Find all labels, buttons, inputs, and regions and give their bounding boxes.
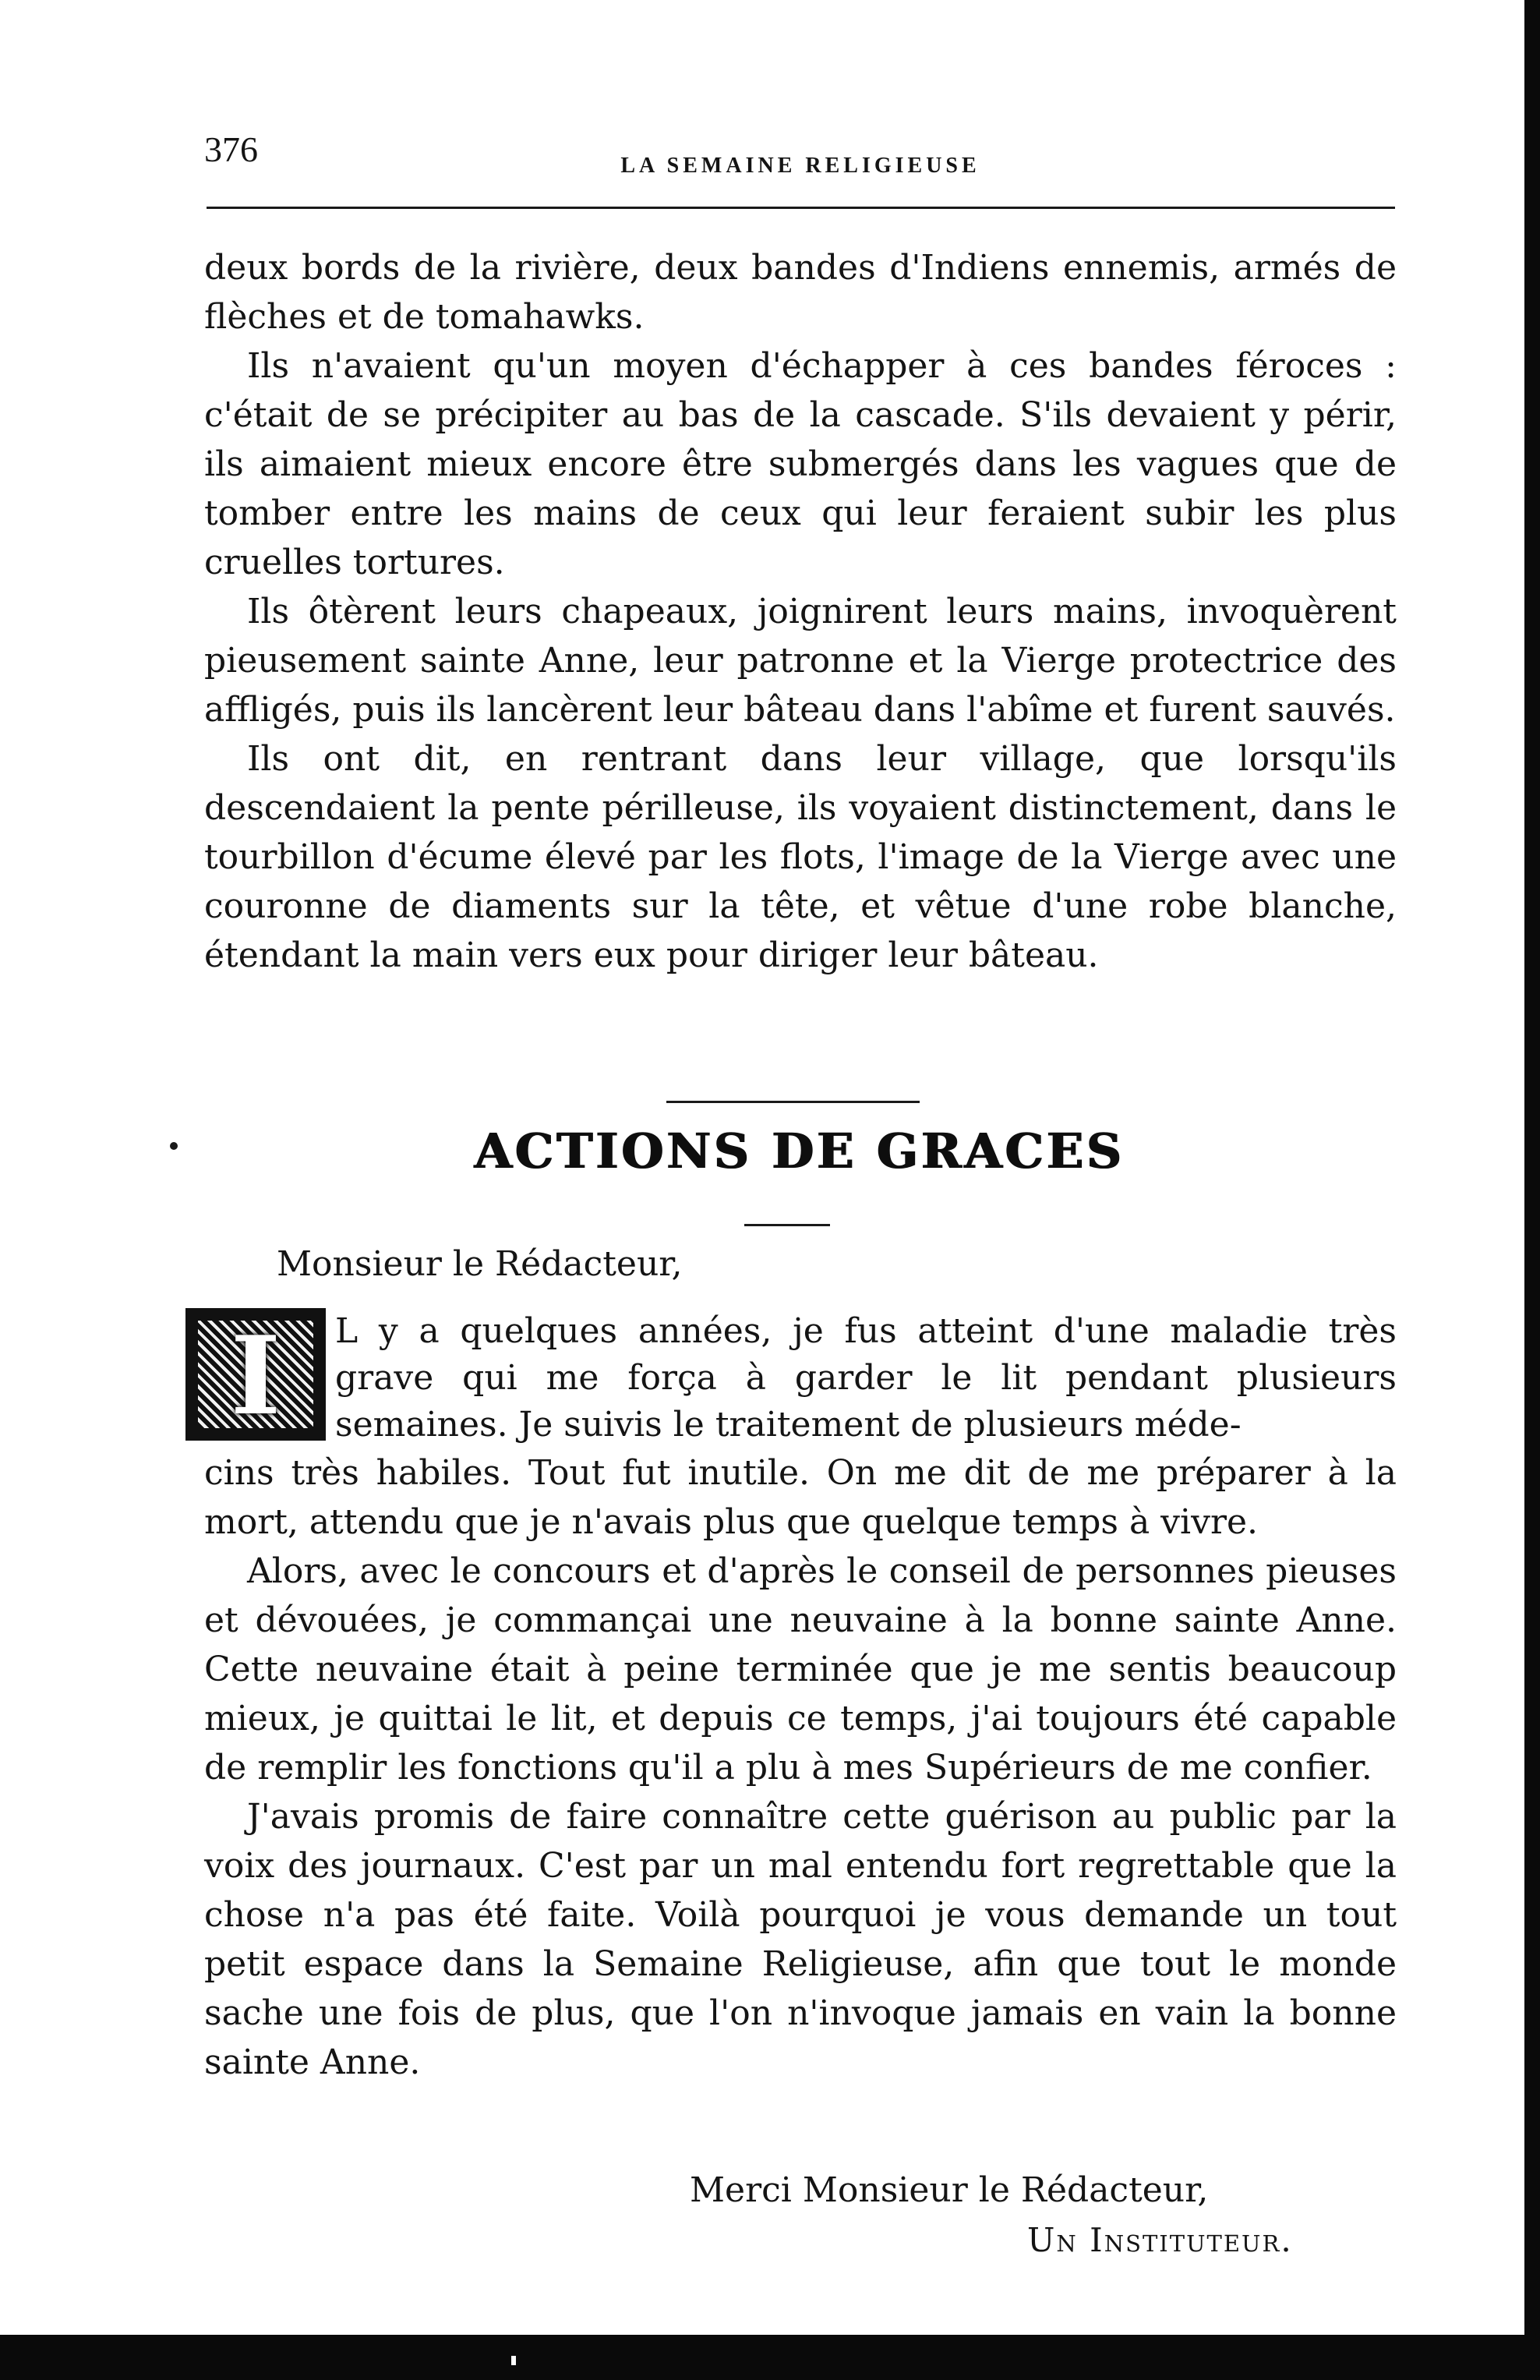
scan-edge-right	[1524, 0, 1540, 2380]
paragraph: L y a quelques années, je fus atteint d'une maladie très grave qui me força à garder le lit pendant plusieurs semaines. Je suivis le traitement de plusieurs méde-	[335, 1311, 1397, 1445]
paragraph: Ils n'avaient qu'un moyen d'échapper à ces bandes féroces : c'était de se précipiter au bas de la cascade. S'ils devaient y périr, ils aimaient mieux encore être submergés dans les vagues que de tomber entre les mains de ceux qui leur feraient subir les plus cruelles tortures.	[204, 346, 1397, 582]
letter-first-paragraph-top	[335, 1308, 1397, 1448]
scan-mark	[511, 2356, 516, 2365]
page-header	[204, 129, 1397, 183]
running-head: LA SEMAINE RELIGIEUSE	[620, 154, 980, 178]
letter-signoff: Merci Monsieur le Rédacteur,	[690, 2170, 1209, 2210]
margin-dot	[170, 1142, 178, 1150]
header-rule	[207, 207, 1395, 209]
paragraph: cins très habiles. Tout fut inutile. On me dit de me préparer à la mort, attendu que je n'avais plus que quelque temps à vivre.	[204, 1453, 1397, 1542]
scan-edge-bottom	[0, 2335, 1540, 2380]
section-divider	[666, 1101, 920, 1103]
dropcap-letter: I	[230, 1312, 281, 1439]
paragraph: Alors, avec le concours et d'après le conseil de personnes pieuses et dévouées, je commançai une neuvaine à la bonne sainte Anne. Cette neuvaine était à peine terminée que je me sentis beaucoup mieux, je quittai le lit, et depuis ce temps, j'ai toujours été capable de remplir les fonctions qu'il a plu à mes Supérieurs de me confier.	[204, 1551, 1397, 1788]
article-continuation	[204, 243, 1397, 980]
paragraph: Ils ôtèrent leurs chapeaux, joignirent leurs mains, invoquèrent pieusement sainte Anne, leur patronne et la Vierge protectrice des affligés, puis ils lancèrent leur bâteau dans l'abîme et furent sauvés.	[204, 592, 1397, 730]
letter-signature: Un Instituteur.	[1027, 2221, 1293, 2259]
title-rule	[744, 1224, 830, 1226]
letter-body	[204, 1448, 1397, 2087]
paragraph: J'avais promis de faire connaître cette guérison au public par la voix des journaux. C'est par un mal entendu fort regrettable que la chose n'a pas été faite. Voilà pourquoi je vous demande un tout petit espace dans la Semaine Religieuse, afin que tout le monde sache une fois de plus, que l'on n'invoque jamais en vain la bonne sainte Anne.	[204, 1797, 1397, 2082]
page-number: 376	[204, 129, 258, 169]
paragraph: Ils ont dit, en rentrant dans leur village, que lorsqu'ils descendaient la pente périlleuse, ils voyaient distinctement, dans le tourbillon d'écume élevé par les flots, l'image de la Vierge avec une couronne de diaments sur la tête, et vêtue d'une robe blanche, étendant la main vers eux pour diriger leur bâteau.	[204, 739, 1397, 975]
section-title: ACTIONS DE GRACES	[473, 1123, 1125, 1179]
paragraph: deux bords de la rivière, deux bandes d'Indiens ennemis, armés de flèches et de tomahawks.	[204, 248, 1397, 337]
ornamental-dropcap	[185, 1308, 326, 1441]
salutation: Monsieur le Rédacteur,	[277, 1244, 683, 1284]
